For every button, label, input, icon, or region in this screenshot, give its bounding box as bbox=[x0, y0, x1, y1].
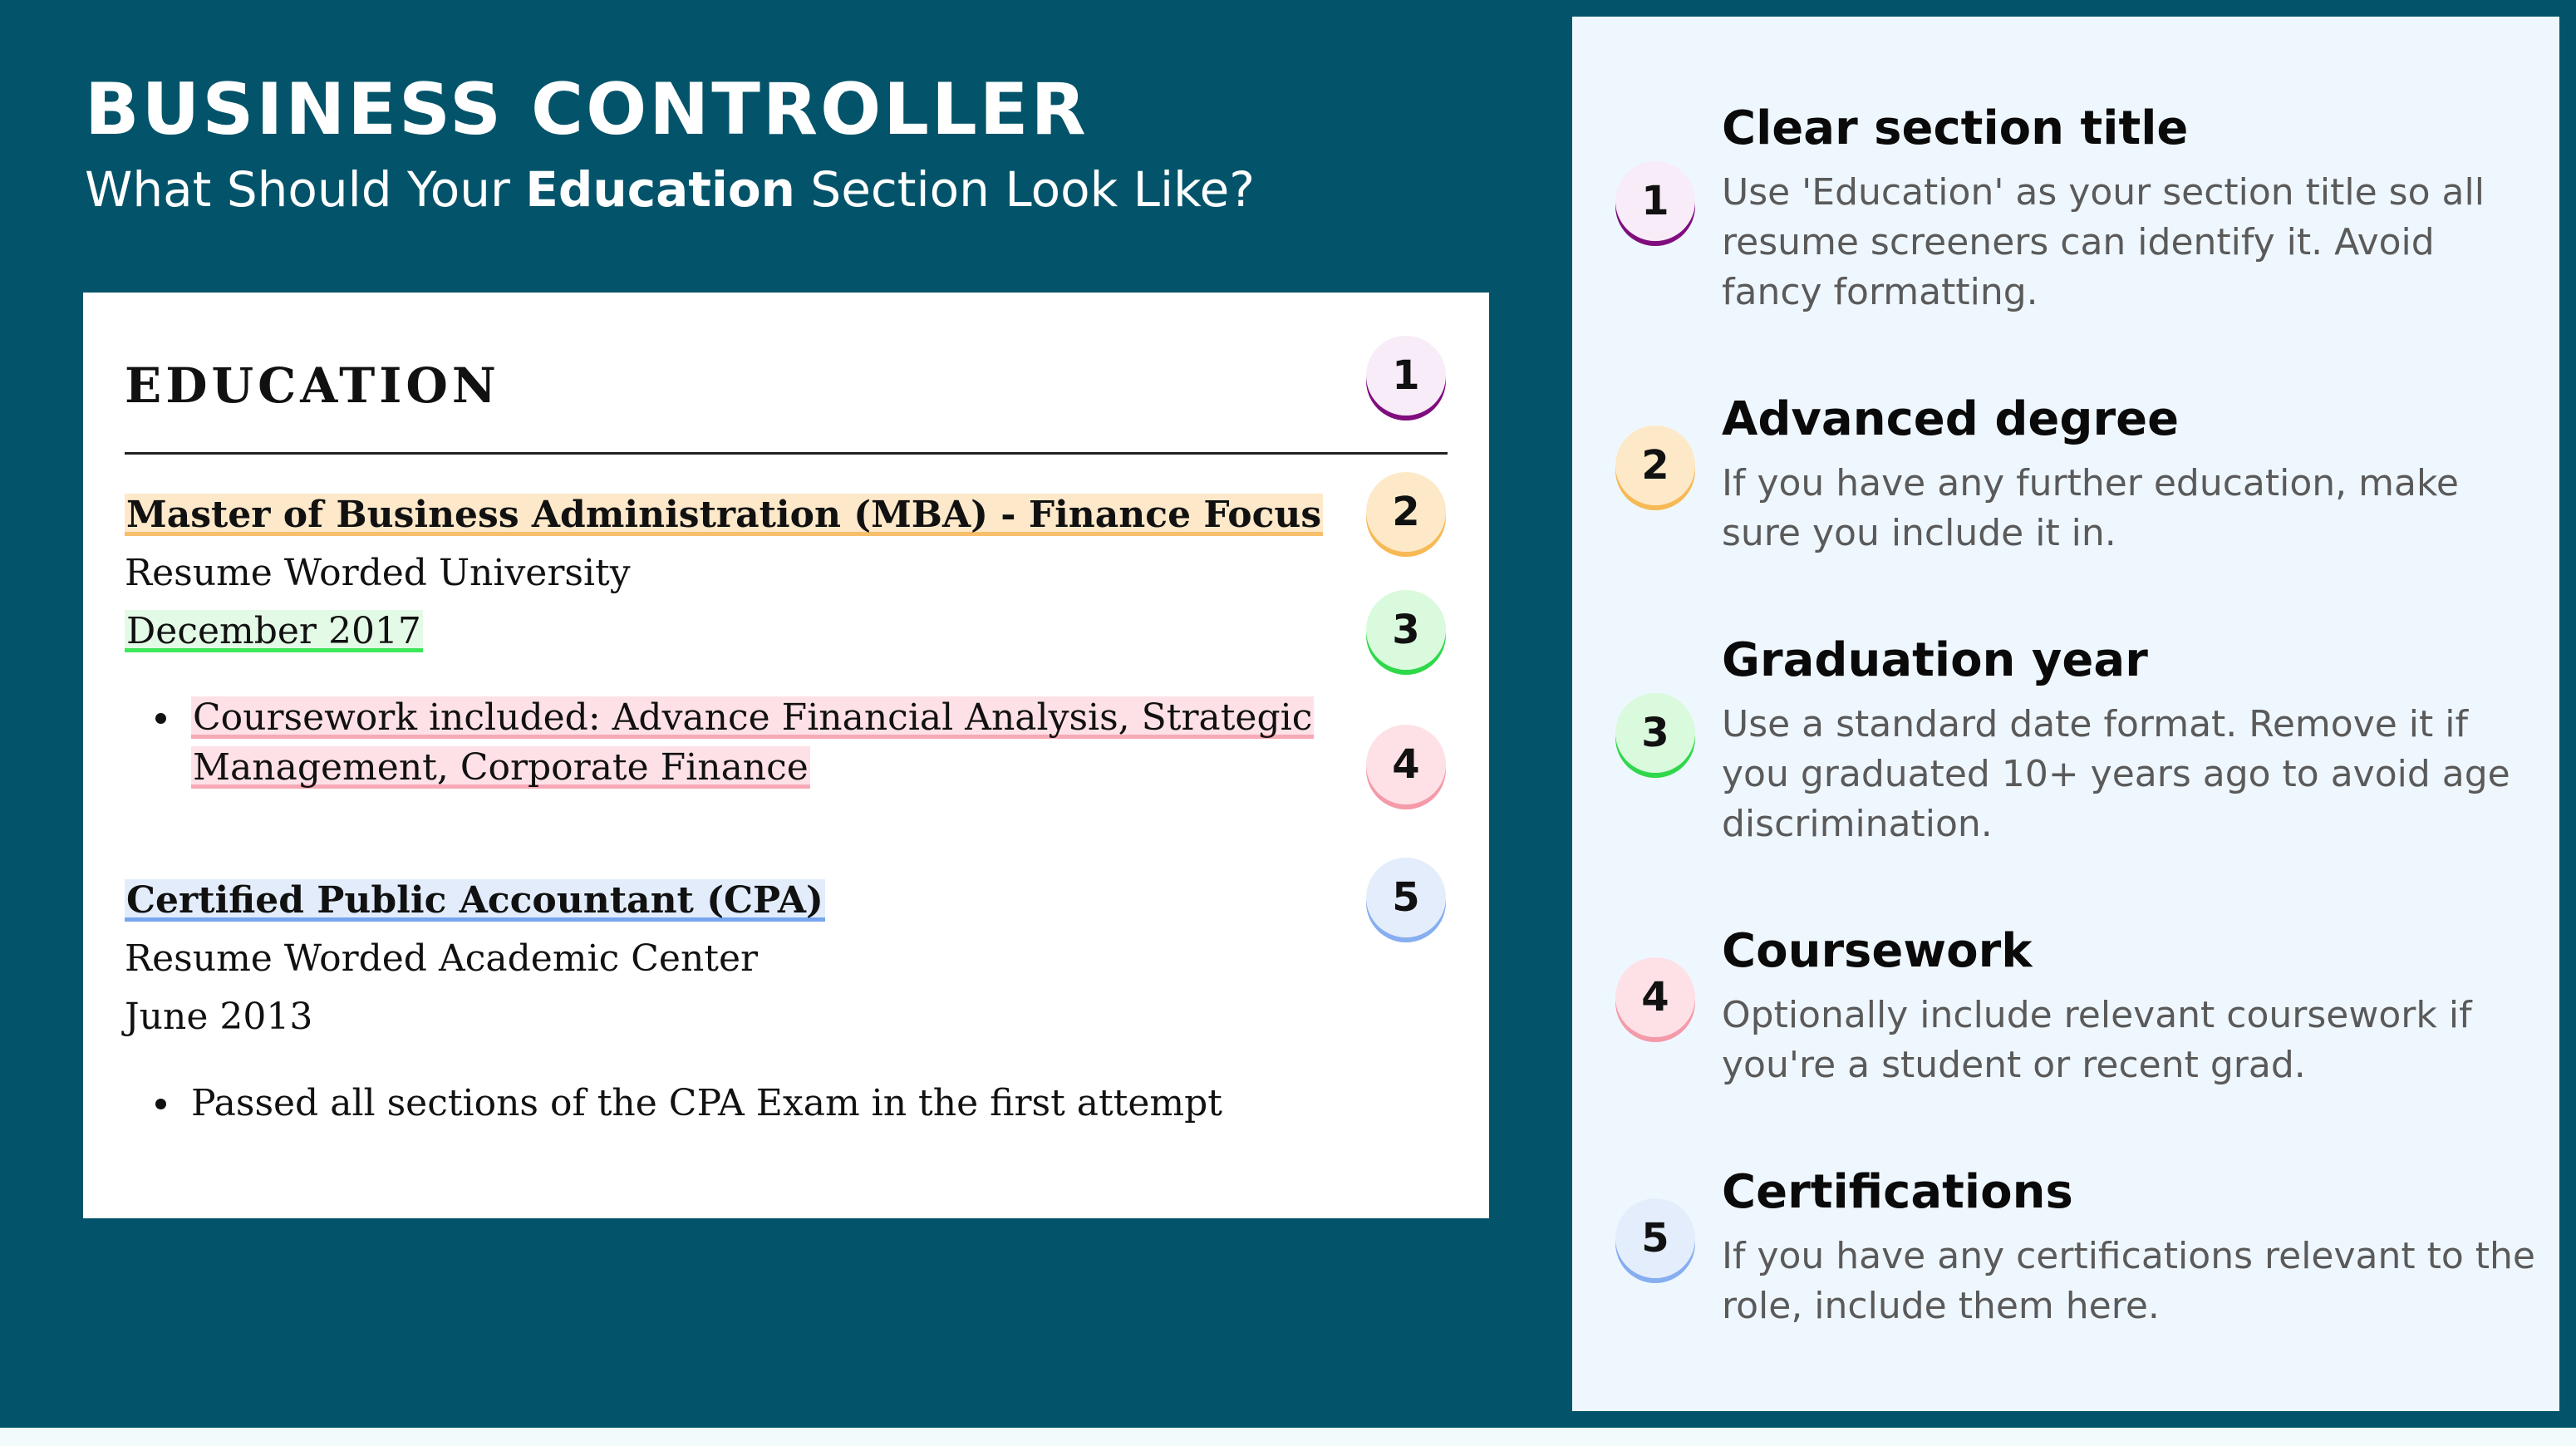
tip-text-5: If you have any certifications relevant to the role, include them here. bbox=[1722, 1235, 2535, 1327]
tip-title-3: Graduation year bbox=[1722, 633, 2148, 687]
tip-badge-2: 2 bbox=[1615, 425, 1695, 505]
tip-title-2: Advanced degree bbox=[1722, 392, 2180, 446]
graduation-date-highlight: December 2017 bbox=[126, 610, 421, 652]
coursework-line-2 bbox=[191, 745, 810, 791]
certification-bullet: Passed all sections of the CPA Exam in the first attempt bbox=[191, 1082, 1222, 1124]
tip-text-1: Use 'Education' as your section title so all resume screeners can identify it. Avoid fancy formatting. bbox=[1722, 171, 2485, 313]
tip-title-5: Certifications bbox=[1722, 1165, 2073, 1219]
certification-title-highlight: Certified Public Accountant (CPA) bbox=[126, 879, 823, 922]
degree-title-highlight: Master of Business Administration (MBA) - Finance Focus bbox=[126, 494, 1322, 536]
coursework-highlight-1: Coursework included: Advance Financial Analysis, Strategic bbox=[193, 696, 1313, 739]
subtitle-start: What Should Your bbox=[85, 161, 526, 218]
page-title: BUSINESS CONTROLLER bbox=[85, 68, 1089, 151]
degree-title bbox=[125, 492, 1323, 539]
certification-date: June 2013 bbox=[125, 996, 313, 1038]
tip-text-3: Use a standard date format. Remove it if you graduated 10+ years ago to avoid age discrimination. bbox=[1722, 703, 2510, 845]
badge-5: 5 bbox=[1366, 858, 1446, 937]
coursework-highlight-2: Management, Corporate Finance bbox=[193, 746, 809, 789]
tip-badge-3: 3 bbox=[1615, 693, 1695, 773]
school-name: Resume Worded University bbox=[125, 552, 631, 594]
section-divider bbox=[125, 452, 1448, 455]
tip-title-4: Coursework bbox=[1722, 924, 2033, 978]
coursework-line-1 bbox=[191, 695, 1314, 741]
tip-text-2: If you have any further education, make sure you include it in. bbox=[1722, 462, 2459, 554]
resume-section-heading: EDUCATION bbox=[125, 357, 500, 414]
badge-2: 2 bbox=[1366, 472, 1446, 552]
graduation-date bbox=[125, 608, 423, 655]
subtitle-end: Section Look Like? bbox=[794, 161, 1256, 218]
certification-school: Resume Worded Academic Center bbox=[125, 937, 759, 980]
badge-1: 1 bbox=[1366, 336, 1446, 416]
page-subtitle bbox=[85, 161, 1255, 218]
badge-3: 3 bbox=[1366, 590, 1446, 670]
bullet-point bbox=[155, 713, 166, 724]
tip-title-1: Clear section title bbox=[1722, 101, 2189, 155]
certification-title bbox=[125, 878, 825, 924]
bullet-point bbox=[155, 1099, 166, 1109]
tip-badge-4: 4 bbox=[1615, 957, 1695, 1037]
badge-4: 4 bbox=[1366, 725, 1446, 804]
subtitle-emphasis: Education bbox=[525, 161, 795, 218]
tip-badge-5: 5 bbox=[1615, 1198, 1695, 1278]
tip-badge-1: 1 bbox=[1615, 161, 1695, 241]
tip-text-4: Optionally include relevant coursework if you're a student or recent grad. bbox=[1722, 994, 2472, 1086]
